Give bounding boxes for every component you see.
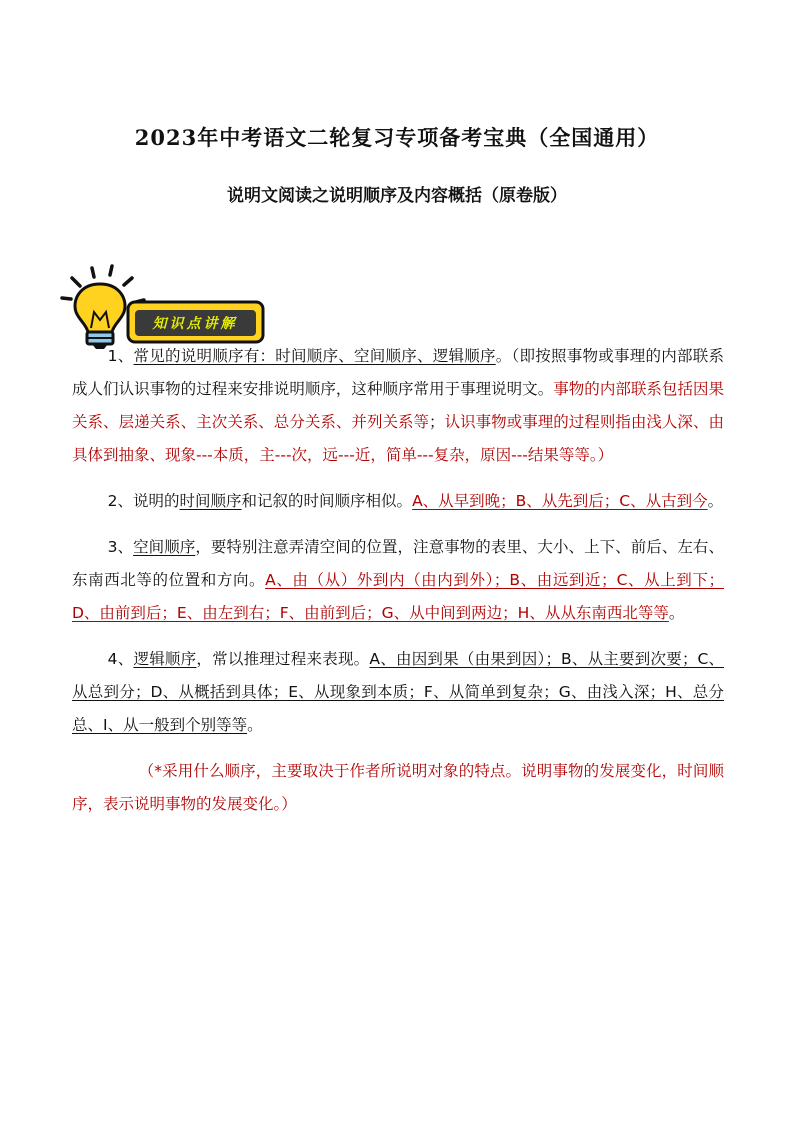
p4-end: 。: [247, 716, 263, 734]
knowledge-badge: [58, 262, 270, 350]
paragraph-2: [72, 485, 724, 518]
note-paragraph: （*采用什么顺序，主要取决于作者所说明对象的特点。说明事物的发展变化，时间顺序，表示说明事物的发展变化。）: [72, 762, 724, 813]
paragraph-1: [72, 340, 724, 472]
p3-end: 。: [668, 604, 685, 622]
article-body: [72, 340, 724, 821]
p3-body: ，要特别注意弄清空间的位置，注意事物的表里、大小、上下、前后、左右、东南西北等的位置和方向。: [72, 538, 724, 589]
p2-number: 2、: [107, 492, 134, 510]
p1-semicolon: ；: [429, 413, 445, 431]
paragraph-4: [72, 643, 724, 742]
p2-end: 。: [707, 492, 724, 510]
p4-term: 逻辑顺序: [133, 650, 197, 668]
paragraph-3: [72, 531, 724, 630]
page-subtitle: 说明文阅读之说明顺序及内容概括（原卷版）: [227, 186, 567, 206]
p2-term: 时间顺序: [179, 492, 242, 510]
p4-items: A、由因到果（由果到因）；B、从主要到次要；C、从总到分；D、从概括到具体；E、从现象到本质；F、从简单到复杂；G、由浅入深；H、总分总、I、从一般到个别等等: [72, 650, 724, 734]
p1-body: 。（即按照事物或事理的内部联系成人们认识事物的过程来安排说明顺序，这种顺序常用于事理说明文。: [72, 347, 724, 398]
p1-red-2: 认识事物或事理的过程则指由浅人深、由具体到抽象、现象---本质，主---次，远---近，简单---复杂，原因---结果等等。）: [72, 413, 724, 464]
p3-number: 3、: [107, 538, 134, 556]
p1-red: 事物的内部联系包括因果关系、层递关系、主次关系、总分关系、并列关系等: [72, 380, 724, 431]
p3-red: A、由（从）外到内（由内到外）；B、由远到近；C、从上到下；D、由前到后；E、由左到右；F、由前到后；G、从中间到两边；H、从从东南西北等等: [72, 571, 724, 622]
p4-body: ，常以推理过程来表现。: [196, 650, 370, 668]
p1-lead: 常见的说明顺序有：时间顺序、空间顺序、逻辑顺序: [133, 347, 496, 365]
p2-pre: 说明的: [133, 492, 180, 510]
p3-term: 空间顺序: [133, 538, 196, 556]
p4-number: 4、: [107, 650, 134, 668]
page-title: 2023年中考语文二轮复习专项备考宝典（全国通用）: [134, 125, 660, 150]
p2-body: 和记叙的时间顺序相似。: [241, 492, 413, 510]
p1-number: 1、: [107, 347, 134, 365]
p2-red: A、从早到晚；B、从先到后；C、从古到今: [412, 492, 708, 510]
badge-label: 知识点讲解: [152, 316, 238, 332]
